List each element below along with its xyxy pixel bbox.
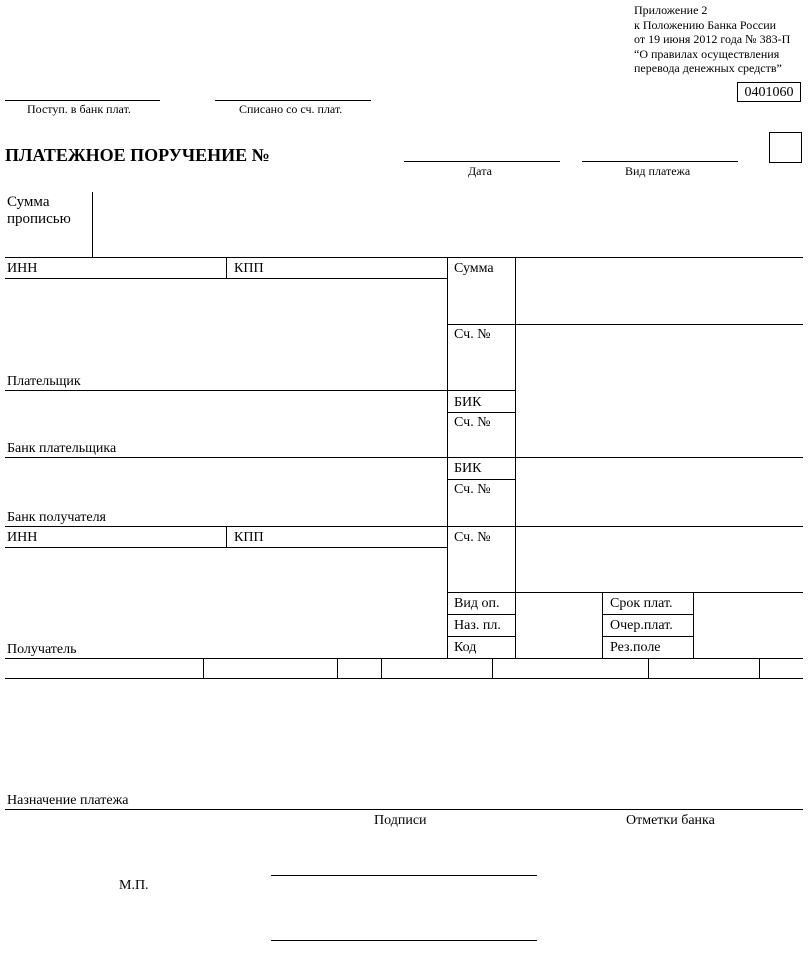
status-code-box <box>769 132 802 163</box>
sum-label: Сумма <box>454 261 494 276</box>
payer-bank-account-label: Сч. № <box>454 415 491 430</box>
recipient-inn-kpp-divider <box>226 526 227 547</box>
purpose-code-bottom-line <box>447 636 515 637</box>
amount-words-label-2: прописью <box>7 211 71 227</box>
recipient-bank-label: Банк получателя <box>7 510 106 525</box>
tax-field-divider <box>759 658 760 678</box>
tax-field-divider <box>337 658 338 678</box>
signature-line-1 <box>271 875 537 876</box>
payer-bik-bottom-line <box>447 412 515 413</box>
tax-field-divider <box>648 658 649 678</box>
form-title: ПЛАТЕЖНОЕ ПОРУЧЕНИЕ № <box>5 145 270 165</box>
tax-fields-bottom-line <box>5 678 803 679</box>
operation-divider-1 <box>602 592 603 658</box>
appendix-line: от 19 июня 2012 года № 383-П <box>634 32 791 46</box>
appendix-line: перевода денежных средств” <box>634 61 782 75</box>
signature-line-2 <box>271 940 537 941</box>
payer-bank-bottom-line <box>5 457 803 458</box>
debited-date-line <box>215 100 371 101</box>
term-bottom-line <box>602 614 693 615</box>
recipient-inn-bottom-line <box>5 547 447 548</box>
payer-account-label: Сч. № <box>454 327 491 342</box>
payer-inn-kpp-divider <box>226 257 227 278</box>
order-bottom-line <box>602 636 693 637</box>
tax-field-divider <box>381 658 382 678</box>
operation-divider-2 <box>693 592 694 658</box>
recipient-inn-label: ИНН <box>7 530 38 545</box>
sum-bottom-line <box>515 324 803 325</box>
payer-bik-label: БИК <box>454 395 482 410</box>
payer-kpp-label: КПП <box>234 261 264 276</box>
amount-words-divider <box>92 192 93 257</box>
term-label: Срок плат. <box>610 596 673 611</box>
bank-marks-label: Отметки банка <box>626 813 715 828</box>
date-label: Дата <box>468 164 492 178</box>
operation-top-line <box>447 592 803 593</box>
recipient-bank-account-label: Сч. № <box>454 482 491 497</box>
payment-type-label: Вид платежа <box>625 164 691 178</box>
recipient-bottom-line <box>5 658 803 659</box>
reserve-label: Рез.поле <box>610 640 661 655</box>
payment-type-line <box>582 161 738 162</box>
recipient-bank-bottom-line <box>5 526 803 527</box>
appendix-line: “О правилах осуществления <box>634 46 780 61</box>
op-type-bottom-line <box>447 614 515 615</box>
recipient-kpp-label: КПП <box>234 530 264 545</box>
tax-field-divider <box>492 658 493 678</box>
payer-inn-bottom-line <box>5 278 447 279</box>
amount-words-bottom-line <box>5 257 803 258</box>
debited-label: Списано со сч. плат. <box>239 102 343 116</box>
tax-field-divider <box>203 658 204 678</box>
payer-bottom-line <box>5 390 515 391</box>
received-date-line <box>5 100 160 101</box>
received-label: Поступ. в банк плат. <box>27 102 131 116</box>
sum-label-bottom-line <box>447 324 515 325</box>
recipient-bik-bottom-line <box>447 479 515 480</box>
appendix-note <box>634 3 790 76</box>
payer-label: Плательщик <box>7 374 81 389</box>
appendix-line: Приложение 2 <box>634 3 708 17</box>
recipient-account-label: Сч. № <box>454 530 491 545</box>
op-type-label: Вид оп. <box>454 596 500 611</box>
recipient-label: Получатель <box>7 642 77 657</box>
purpose-bottom-line <box>5 809 803 810</box>
form-code-box: 0401060 <box>737 82 801 102</box>
payer-bank-label: Банк плательщика <box>7 441 117 456</box>
signatures-label: Подписи <box>374 813 427 828</box>
order-label: Очер.плат. <box>610 618 673 633</box>
recipient-bik-label: БИК <box>454 461 482 476</box>
stamp-label: М.П. <box>119 878 149 893</box>
purpose-code-label: Наз. пл. <box>454 618 501 633</box>
code-label: Код <box>454 640 477 655</box>
date-line <box>404 161 560 162</box>
amount-words-label-1: Сумма <box>7 194 50 210</box>
payer-inn-label: ИНН <box>7 261 38 276</box>
purpose-label: Назначение платежа <box>7 793 129 808</box>
appendix-line: к Положению Банка России <box>634 17 777 32</box>
